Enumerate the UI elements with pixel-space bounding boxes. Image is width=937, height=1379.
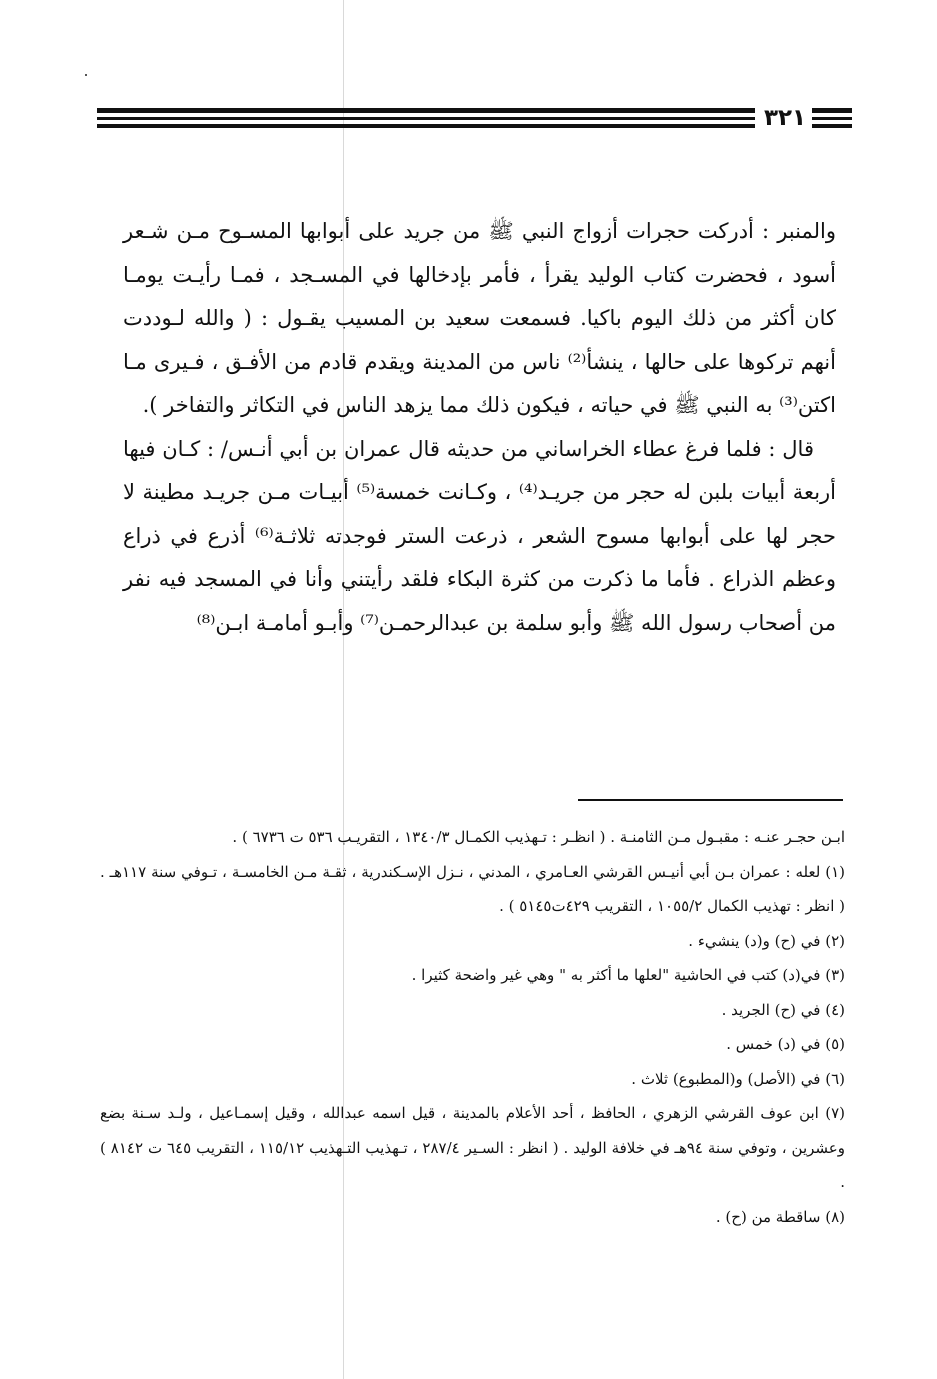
footnote: (٦) في (الأصل) و(المطبوع) ثلاث .: [631, 1069, 845, 1088]
body-paragraph: قال : فلما فرغ عطاء الخراساني من حديثه قال عمران بن أبي أنـس/ : كـان فيها أربعة أبيات بلبن له حجر من جريـد⁽⁴⁾ ، وكـانت خمسة⁽⁵⁾ أبيـات مـن جريـد مطينة لا حجر لها على أبوابها مسوح الشعر ، ذرعت الستر فوجدته ثلاثـة⁽⁶⁾ أذرع في ذراع وعظم الذراع . فأما ما ذكرت من كثرة البكاء فلقد رأيتني وأنا في المسجد فيه نفر من أصحاب رسول الله ﷺ وأبو سلمة بن عبدالرحمـن⁽⁷⁾ وأبـو أمامـة ابـن⁽⁸⁾: [123, 436, 837, 635]
header-rule: [97, 108, 755, 113]
footnote-separator: [578, 799, 843, 801]
footnote: (٥) في (د) خمس .: [726, 1035, 845, 1053]
footnote: (١) لعله : عمران بـن أبي أنيـس القرشي العـامري ، المدني ، نـزل الإسـكندرية ، ثقـة مـن الخامسـة ، تـوفي سنة ١١٧هـ . ( انظر : تهذيب الكمال ١٠٥٥/٢ ، التقريب ٤٢٩ت٥١٤٥ ) .: [100, 862, 846, 915]
page-number: ٣٢١: [763, 105, 807, 131]
footnotes: [100, 820, 845, 1234]
header-rule: [97, 117, 755, 120]
header-rule: [812, 124, 852, 128]
footnote: (٣) في(د) كتب في الحاشية "لعلها ما أكثر به " وهي غير واضحة كثيرا .: [411, 966, 845, 984]
footnote: (٢) في (ح) و(د) ينشيء .: [688, 931, 845, 950]
footnote: (٤) في (ح) الجريد .: [721, 1000, 845, 1019]
header-rule: [812, 108, 852, 113]
header-rule: [97, 124, 755, 128]
footnote: (٨) ساقطة من (ح) .: [715, 1207, 845, 1226]
main-text: [123, 210, 836, 645]
header-rule: [812, 117, 852, 120]
page-header: [97, 100, 852, 136]
scan-speck: [85, 74, 87, 76]
footnote: ابـن حجـر عنـه : مقبـول مـن الثامنـة . ( انظـر : تـهذيب الكمـال ١٣٤٠/٣ ، التقريـب ٥٣٦ ت ٦٧٣٦ ) .: [232, 828, 845, 846]
body-paragraph: والمنبر : أدركت حجرات أزواج النبي ﷺ من جريد على أبوابها المسـوح مـن شـعر أسود ، فحضرت كتاب الوليد يقرأ ، فأمر بإدخالها في المسـجد ، فمـا رأيـت يومـا كان أكثر من ذلك اليوم باكيا. فسمعت سعيد بن المسيب يقـول : ( والله لـوددت أنهم تركوها على حالها ، ينشأ⁽²⁾ ناس من المدينة ويقدم قادم من الأفـق ، فـيرى مـا اكتن⁽³⁾ به النبي ﷺ في حياته ، فيكون ذلك مما يزهد الناس في التكاثر والتفاخر ).: [123, 219, 836, 417]
footnote: (٧) ابن عوف القرشي الزهري ، الحافظ ، أحد الأعلام بالمدينة ، قيل اسمه عبدالله ، وقيل إسمـاعيل ، ولـد سـنة بضع وعشرين ، وتوفي سنة ٩٤هـ في خلافة الوليد . ( انظر : السـير ٢٨٧/٤ ، تـهذيب التـهذيب ١١٥/١٢ ، التقريب ٦٤٥ ت ٨١٤٢ ) .: [100, 1104, 845, 1191]
